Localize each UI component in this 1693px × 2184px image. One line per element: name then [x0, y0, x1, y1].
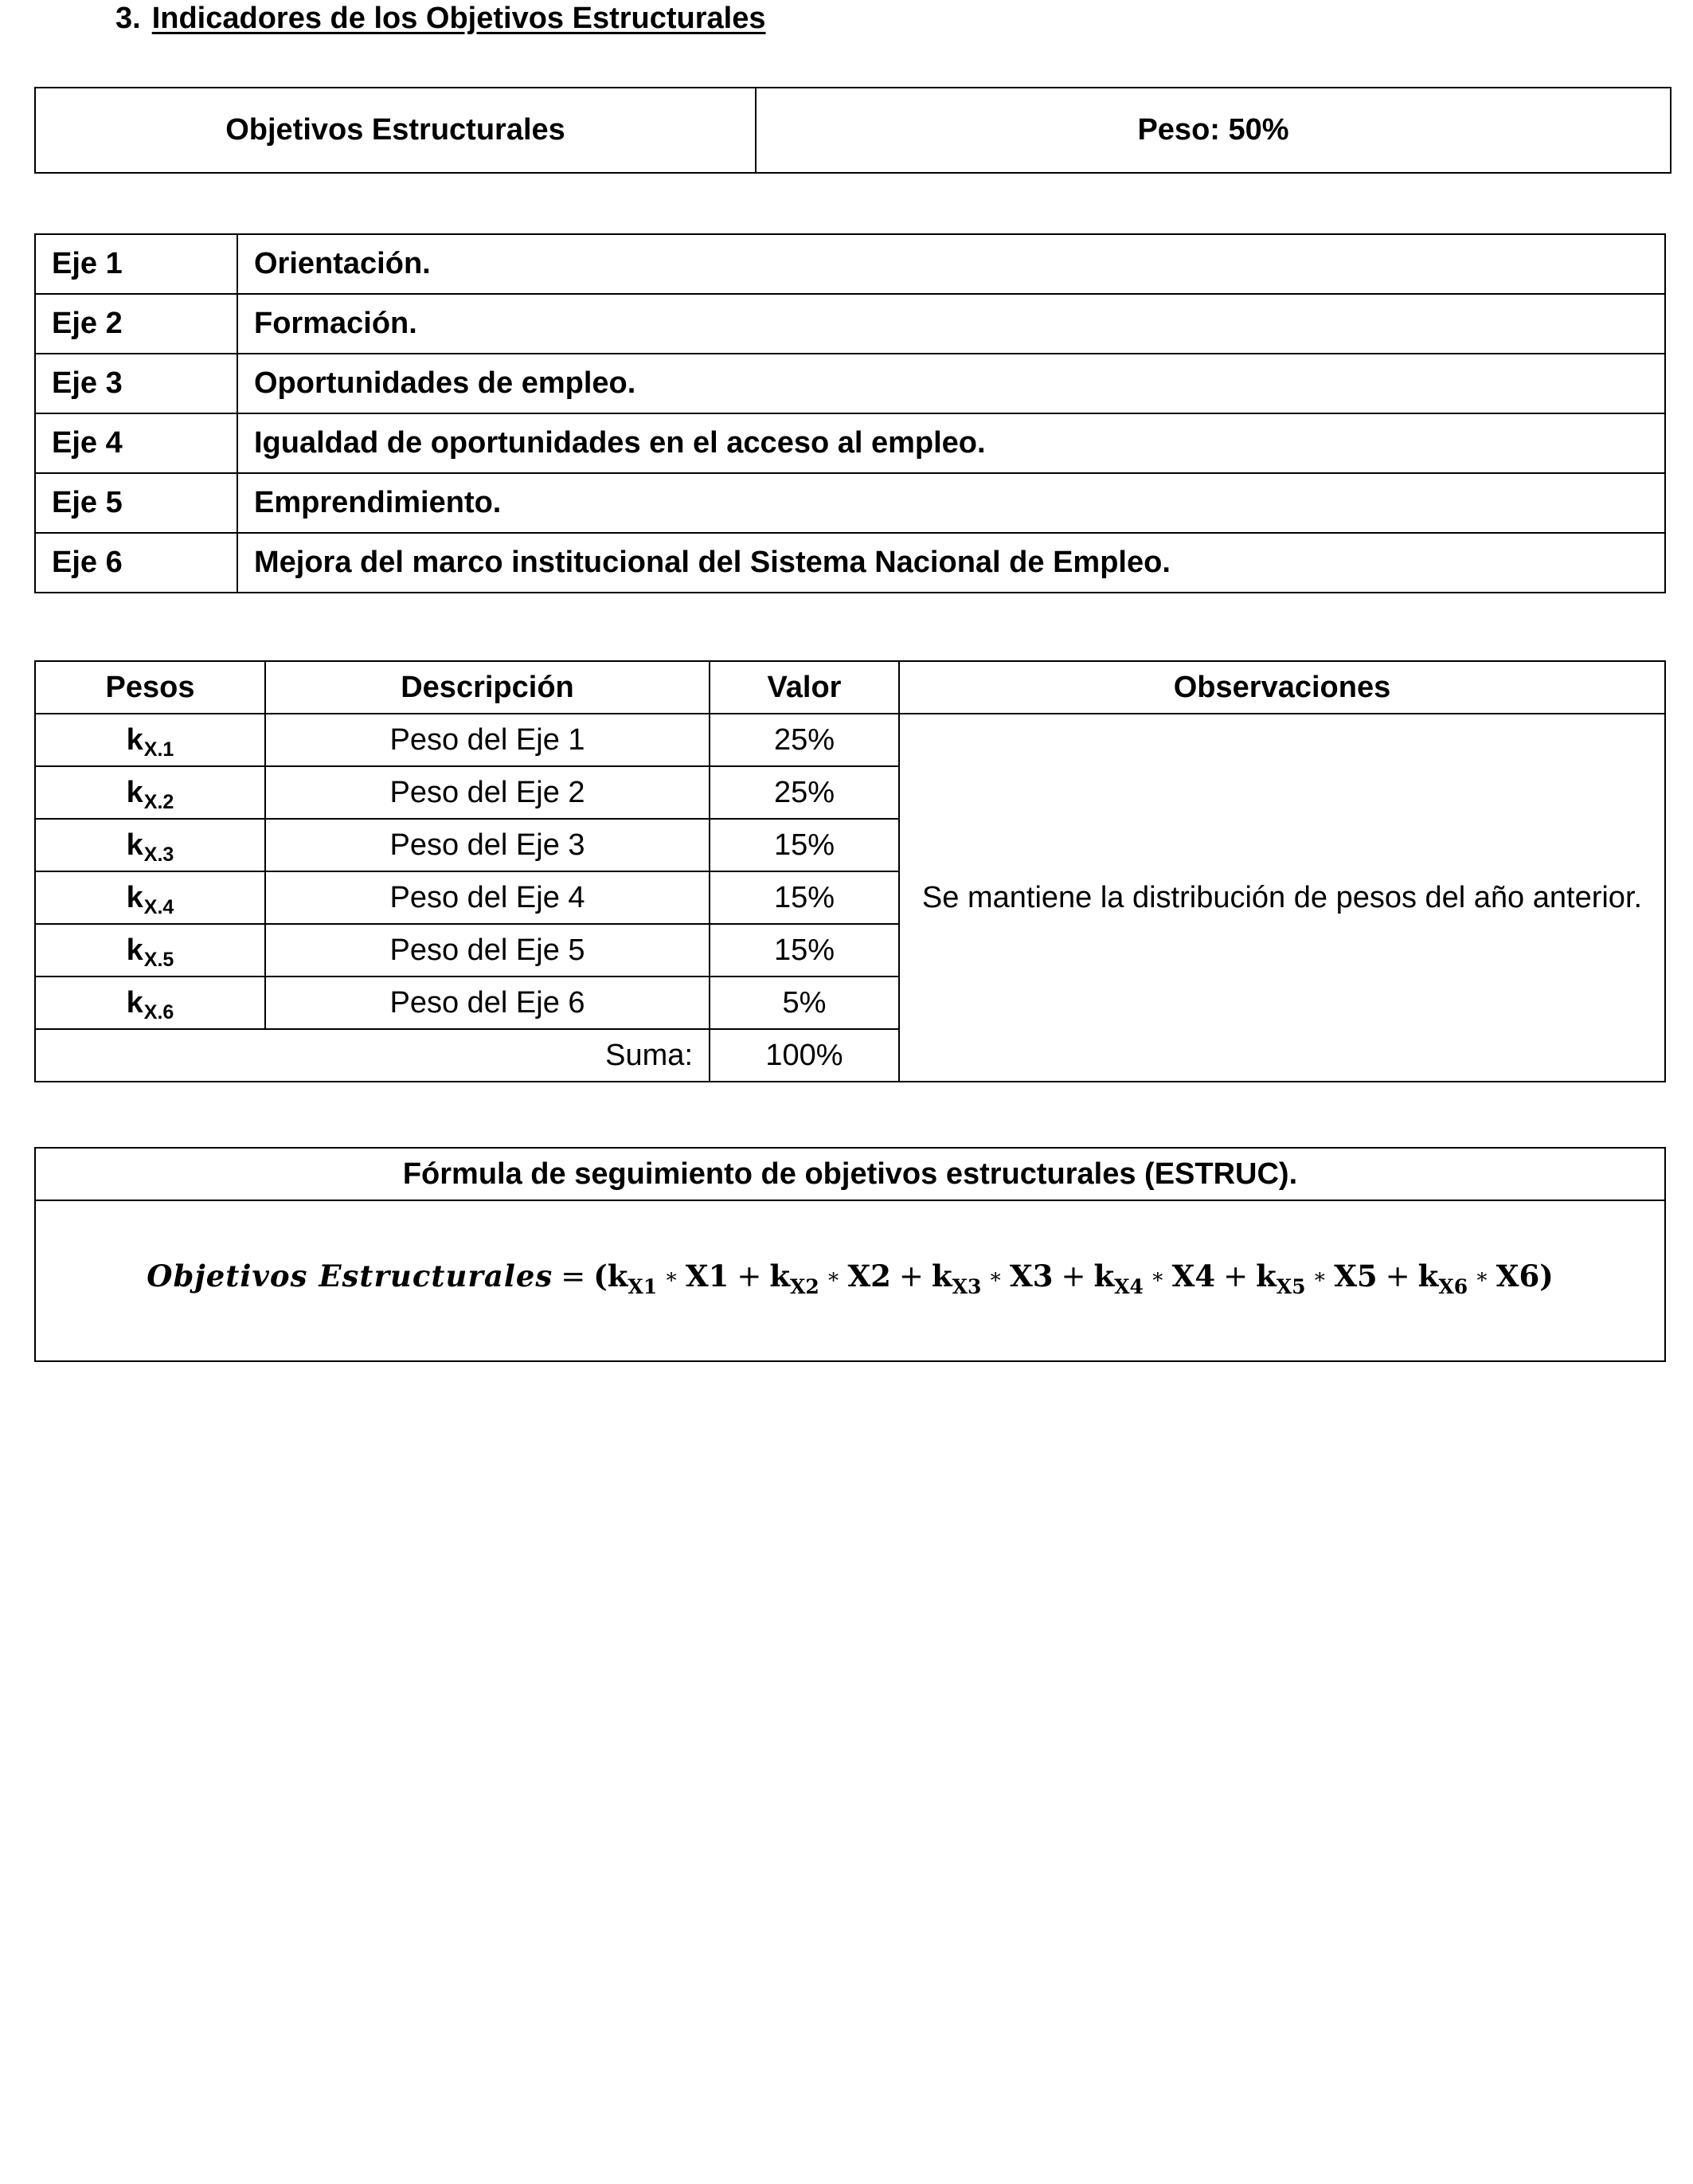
weight-value: 15% [710, 819, 899, 871]
objectives-label: Objetivos Estructurales [35, 88, 756, 173]
formula-times: ∗ [664, 1265, 678, 1289]
table-row [35, 294, 1665, 354]
formula-k: k [1093, 1258, 1115, 1294]
weight-symbol-subscript: X.1 [143, 738, 174, 761]
weight-description: Peso del Eje 2 [265, 766, 710, 819]
formula-variable: X4 [1171, 1258, 1216, 1294]
formula-plus: + [737, 1259, 762, 1294]
formula-plus: + [1223, 1259, 1249, 1294]
formula-k: k [607, 1258, 628, 1294]
weight-symbol [35, 871, 265, 924]
weight-value: 15% [710, 924, 899, 977]
table-row [35, 714, 1665, 766]
weight-symbol-k: k [126, 985, 143, 1020]
weight-symbol [35, 766, 265, 819]
table-row [35, 234, 1665, 294]
formula-variable: X5 [1334, 1258, 1378, 1294]
axis-label: Eje 6 [35, 533, 237, 593]
sum-value: 100% [710, 1029, 899, 1082]
formula-equals: = [561, 1259, 586, 1294]
axis-description: Mejora del marco institucional del Sistema Nacional de Empleo. [237, 533, 1665, 593]
formula-plus: + [1061, 1259, 1086, 1294]
weight-symbol-k: k [126, 775, 143, 809]
section-number: 3. [115, 2, 141, 35]
formula-variable: X1 [685, 1258, 729, 1294]
weight-value: 25% [710, 766, 899, 819]
sum-label: Suma: [35, 1029, 710, 1082]
formula-k: k [1256, 1258, 1277, 1294]
axis-label: Eje 2 [35, 294, 237, 354]
formula-times: ∗ [988, 1265, 1003, 1289]
table-row [35, 88, 1671, 173]
axes-table [34, 233, 1666, 593]
axis-label: Eje 3 [35, 354, 237, 413]
weight-description: Peso del Eje 3 [265, 819, 710, 871]
formula-subscript: X6 [1438, 1275, 1468, 1298]
weight-symbol [35, 714, 265, 766]
weight-symbol-k: k [126, 933, 143, 967]
formula-times: ∗ [1312, 1265, 1327, 1289]
weight-symbol-k: k [126, 880, 143, 914]
weight-symbol [35, 819, 265, 871]
table-row [35, 1148, 1665, 1200]
weight-description: Peso del Eje 1 [265, 714, 710, 766]
formula-k: k [931, 1258, 952, 1294]
table-row [35, 473, 1665, 533]
axis-description: Formación. [237, 294, 1665, 354]
table-row [35, 533, 1665, 593]
weight-value: 5% [710, 977, 899, 1029]
formula-variable: X2 [847, 1258, 891, 1294]
objectives-table [34, 87, 1671, 174]
section-title: Indicadores de los Objetivos Estructurales [151, 2, 766, 35]
observations-cell: Se mantiene la distribución de pesos del año anterior. [899, 714, 1665, 1082]
axis-description: Oportunidades de empleo. [237, 354, 1665, 413]
formula-times: ∗ [1475, 1265, 1489, 1289]
header-observaciones: Observaciones [899, 661, 1665, 714]
weight-symbol-subscript: X.2 [143, 790, 174, 813]
formula-k: k [769, 1258, 790, 1294]
axis-label: Eje 4 [35, 413, 237, 473]
weight-symbol-subscript: X.4 [143, 895, 174, 918]
formula-table [34, 1147, 1666, 1362]
header-pesos: Pesos [35, 661, 265, 714]
formula-cell [35, 1200, 1665, 1361]
weight-description: Peso del Eje 5 [265, 924, 710, 977]
header-descripcion: Descripción [265, 661, 710, 714]
weight-symbol-subscript: X.3 [143, 843, 174, 866]
formula-times: ∗ [1150, 1265, 1165, 1289]
axis-description: Igualdad de oportunidades en el acceso al empleo. [237, 413, 1665, 473]
formula-title: Fórmula de seguimiento de objetivos estructurales (ESTRUC). [35, 1148, 1665, 1200]
formula-subscript: X3 [952, 1275, 982, 1298]
formula-times: ∗ [826, 1265, 841, 1289]
weights-table [34, 660, 1666, 1082]
weight-symbol [35, 977, 265, 1029]
section-heading [115, 0, 766, 37]
weight-value: 15% [710, 871, 899, 924]
weight-symbol-k: k [126, 828, 143, 862]
formula-subscript: X1 [628, 1275, 658, 1298]
formula-subscript: X4 [1114, 1275, 1144, 1298]
objectives-weight: Peso: 50% [756, 88, 1671, 173]
formula-variable: X6 [1496, 1258, 1540, 1294]
table-header-row [35, 661, 1665, 714]
weight-value: 25% [710, 714, 899, 766]
formula-open-paren: ( [593, 1258, 608, 1294]
formula-close-paren: ) [1539, 1258, 1554, 1294]
axis-label: Eje 5 [35, 473, 237, 533]
axis-description: Emprendimiento. [237, 473, 1665, 533]
formula-plus: + [898, 1259, 924, 1294]
weight-symbol [35, 924, 265, 977]
table-row [35, 413, 1665, 473]
weight-description: Peso del Eje 4 [265, 871, 710, 924]
formula-lhs: Objetivos Estructurales [147, 1258, 553, 1294]
table-row [35, 354, 1665, 413]
axis-description: Orientación. [237, 234, 1665, 294]
formula-subscript: X2 [790, 1275, 819, 1298]
table-row [35, 1200, 1665, 1361]
formula-expression [147, 1258, 1554, 1298]
weight-symbol-subscript: X.6 [143, 1000, 174, 1024]
formula-variable: X3 [1010, 1258, 1054, 1294]
header-valor: Valor [710, 661, 899, 714]
formula-plus: + [1385, 1259, 1410, 1294]
axis-label: Eje 1 [35, 234, 237, 294]
weight-description: Peso del Eje 6 [265, 977, 710, 1029]
formula-subscript: X5 [1276, 1275, 1306, 1298]
weight-symbol-subscript: X.5 [143, 948, 174, 971]
formula-k: k [1417, 1258, 1439, 1294]
weight-symbol-k: k [126, 722, 143, 757]
